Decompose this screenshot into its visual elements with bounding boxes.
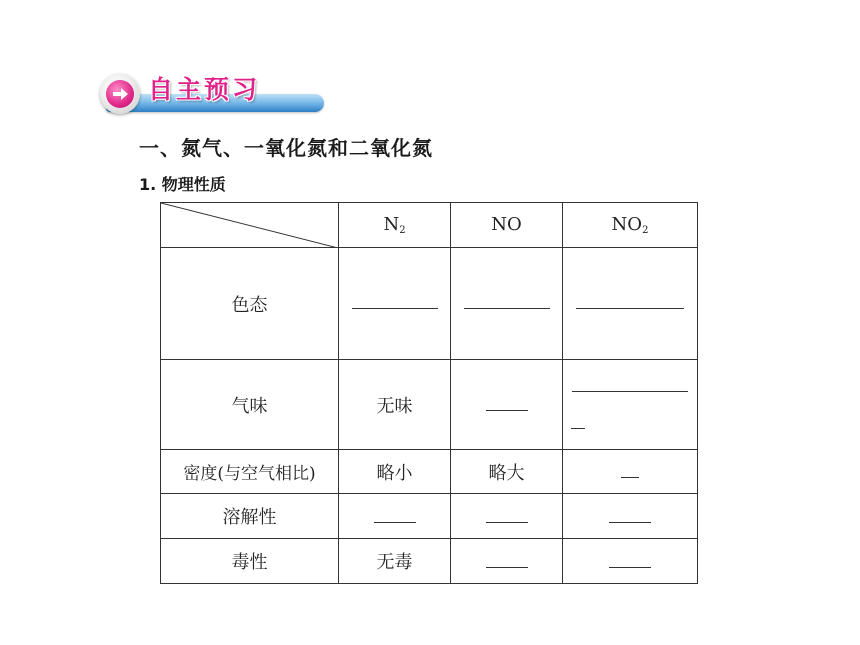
column-header-no2 [563, 203, 698, 248]
column-header-base: NO [491, 214, 522, 235]
table-row [161, 450, 698, 494]
banner-title: 自主预习 [148, 75, 261, 104]
column-header-n2 [339, 203, 451, 248]
answer-cell: 无味 [339, 360, 451, 450]
answer-cell [451, 494, 563, 539]
column-header-base: NO [611, 214, 643, 235]
table-row [161, 539, 698, 584]
table-header-row [161, 203, 698, 248]
answer-blank [621, 476, 639, 478]
answer-blank [486, 521, 528, 523]
column-header-base: N [383, 214, 400, 235]
row-label: 密度(与空气相比) [161, 450, 339, 494]
answer-blank [486, 409, 528, 411]
diagonal-header-cell [161, 203, 339, 248]
column-header-subscript: 2 [642, 225, 649, 236]
answer-blank [572, 390, 688, 392]
row-label: 溶解性 [161, 494, 339, 539]
answer-cell [451, 360, 563, 450]
row-label: 气味 [161, 360, 339, 450]
column-header-subscript: 2 [399, 225, 406, 236]
column-header-no [451, 203, 563, 248]
answer-cell [563, 539, 698, 584]
answer-cell: 无毒 [339, 539, 451, 584]
answer-cell [339, 494, 451, 539]
answer-cell [451, 539, 563, 584]
properties-table [160, 202, 698, 584]
row-label: 色态 [161, 248, 339, 360]
table-row [161, 248, 698, 360]
answer-cell [563, 450, 698, 494]
section-banner [92, 68, 332, 120]
row-label: 毒性 [161, 539, 339, 584]
answer-cell [451, 248, 563, 360]
section-heading: 一、氮气、一氧化氮和二氧化氮 [139, 136, 433, 160]
answer-blank [576, 307, 684, 309]
table-row [161, 360, 698, 450]
answer-blank [464, 307, 550, 309]
answer-blank [486, 566, 528, 568]
table-row [161, 494, 698, 539]
answer-cell [563, 360, 698, 450]
answer-blank [352, 307, 438, 309]
answer-blank [571, 427, 585, 429]
subsection-heading: 1. 物理性质 [139, 175, 226, 194]
answer-blank [609, 521, 651, 523]
answer-cell: 略大 [451, 450, 563, 494]
arrow-right-icon [100, 74, 140, 114]
answer-blank [609, 566, 651, 568]
answer-cell [563, 494, 698, 539]
answer-blank [374, 521, 416, 523]
answer-cell [563, 248, 698, 360]
answer-cell [339, 248, 451, 360]
answer-cell: 略小 [339, 450, 451, 494]
